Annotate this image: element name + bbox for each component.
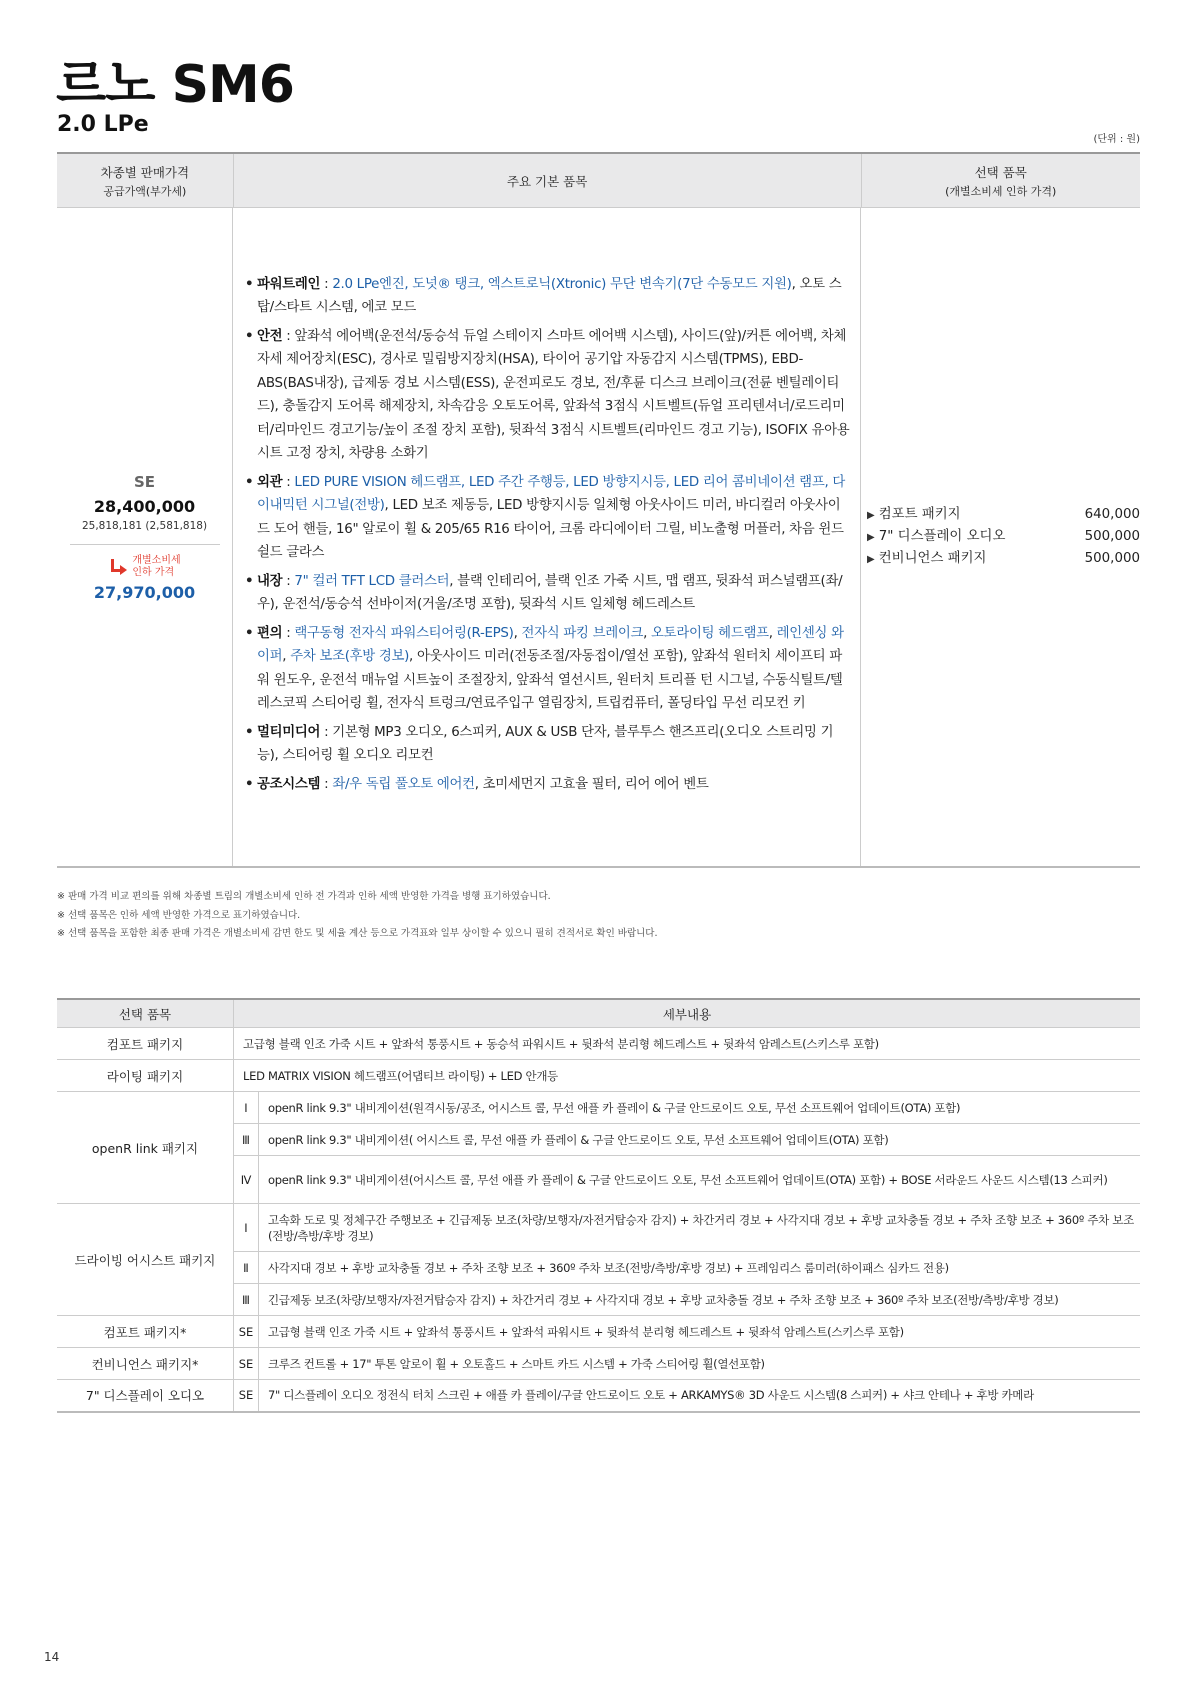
header-price-cell	[57, 154, 234, 207]
feature-text	[257, 471, 850, 565]
option-item	[867, 526, 1140, 548]
table-row	[57, 1028, 1140, 1060]
bullet-icon: •	[245, 724, 254, 740]
feature-segment: 랙구동형 전자식 파워스티어링(R-EPS)	[294, 625, 514, 641]
feature-category: 편의	[257, 625, 283, 641]
header-options-label: 선택 품목	[974, 164, 1027, 180]
feature-segment: LED PURE VISION 헤드램프, LED 주간 주행등, LED 방향지시등, LED 리어 콤비네이션 램프, 다이내믹턴 시그널(전방)	[257, 474, 845, 514]
feature-item	[245, 570, 850, 617]
option-level: SE	[234, 1316, 259, 1348]
price-table-header	[57, 154, 1140, 208]
header-price-sublabel: 공급가액(부가세)	[103, 184, 187, 198]
footnote: ※ 선택 품목은 인하 세액 반영한 가격으로 표기하였습니다.	[57, 909, 301, 921]
bullet-icon: •	[245, 573, 254, 589]
feature-segment: , 오토 스탑/스타트 시스템, 에코 모드	[257, 276, 842, 316]
option-price: 500,000	[1084, 529, 1140, 544]
option-name: 라이팅 패키지	[57, 1060, 234, 1092]
feature-item	[245, 773, 850, 797]
option-name: 컨비니언스 패키지	[878, 551, 987, 566]
detail-header-row	[57, 999, 1140, 1028]
option-list	[861, 208, 1140, 866]
option-desc: 고속화 도로 및 정체구간 주행보조 + 긴급제동 보조(차량/보행자/자전거탑승자 감지) + 차간거리 경보 + 사각지대 경보 + 후방 교차충돌 경보 + 주차 조향 보조 + 360º 주차 보조(전방/측방/후방 경보)	[259, 1204, 1141, 1252]
option-desc: 사각지대 경보 + 후방 교차충돌 경보 + 주차 조향 보조 + 360º 주차 보조(전방/측방/후방 경보) + 프레임리스 룸미러(하이패스 심카드 전용)	[259, 1252, 1141, 1284]
footnote: ※ 선택 품목을 포함한 최종 판매 가격은 개별소비세 감면 한도 및 세율 계산 등으로 가격표와 일부 상이할 수 있으니 필히 견적서로 확인 바랍니다.	[57, 928, 658, 939]
table-row	[57, 1204, 1140, 1252]
feature-item	[245, 273, 850, 320]
feature-item	[245, 325, 850, 466]
detail-header-desc: 세부내용	[234, 999, 1141, 1028]
feature-segment: 7" 컬러 TFT LCD 클러스터	[294, 573, 450, 589]
feature-segment: 전자식 파킹 브레이크	[521, 625, 644, 641]
header-options-cell	[862, 154, 1140, 207]
feature-segment: 주차 보조(후방 경보)	[290, 649, 410, 665]
arrow-icon	[108, 559, 126, 575]
option-name: 컨비니언스 패키지*	[57, 1348, 234, 1380]
feature-segment: 레인센싱 와이퍼	[257, 625, 844, 665]
feature-segment: , 아웃사이드 미러(전동조절/자동접이/열선 포함), 앞좌석 원터치 세이프티 파워 윈도우, 운전석 매뉴얼 시트높이 조절장치, 앞좌석 열선시트, 원터치 트리플 턴 시그널, 수동식틸트/텔레스코픽 스티어링 휠, 전자식 트렁크/연료주입구 열림장치, 트립컴퓨터, 폴딩타입 무선 리모컨 키	[257, 649, 843, 712]
feature-segment: , LED 보조 제동등, LED 방향지시등 일체형 아웃사이드 미러, 바디컬러 아웃사이드 도어 핸들, 16" 알로이 휠 & 205/65 R16 타이어, 크롬 라디에이터 그릴, 비노출형 머플러, 차음 윈드 쉴드 글라스	[257, 498, 844, 561]
feature-segment: :	[282, 625, 295, 641]
table-row	[57, 1060, 1140, 1092]
reduced-label-line1: 개별소비세	[132, 554, 181, 566]
bullet-icon: •	[245, 328, 254, 344]
table-row	[57, 1380, 1140, 1412]
option-price: 500,000	[1084, 551, 1140, 566]
option-level: Ⅰ	[234, 1204, 259, 1252]
feature-segment: , 초미세먼지 고효율 필터, 리어 에어 벤트	[474, 776, 709, 792]
option-desc: 7" 디스플레이 오디오 정전식 터치 스크린 + 애플 카 플레이/구글 안드로이드 오토 + ARKAMYS® 3D 사운드 시스템(8 스피커) + 샤크 안테나 + 후방 카메라	[259, 1380, 1141, 1412]
page-number: 14	[44, 1650, 60, 1664]
option-desc: 고급형 블랙 인조 가죽 시트 + 앞좌석 통풍시트 + 앞좌석 파워시트 + 뒷좌석 분리형 헤드레스트 + 뒷좌석 암레스트(스키스루 포함)	[259, 1316, 1141, 1348]
feature-text	[257, 721, 850, 768]
feature-segment: :	[320, 276, 333, 292]
option-name: 7" 디스플레이 오디오	[57, 1380, 234, 1412]
option-name: openR link 패키지	[57, 1092, 234, 1204]
detail-header-item: 선택 품목	[57, 999, 234, 1028]
feature-category: 외관	[257, 474, 283, 490]
bullet-icon: •	[245, 474, 254, 490]
feature-category: 멀티미디어	[257, 724, 321, 740]
trim-name: SE	[133, 472, 156, 491]
feature-list	[233, 208, 861, 866]
feature-segment: :	[282, 474, 295, 490]
feature-text	[257, 273, 850, 320]
page-title: 르노 SM6	[56, 55, 294, 115]
reduced-label-line2: 인하 가격	[132, 566, 175, 578]
price-value: 28,400,000	[93, 496, 196, 516]
price-divider	[70, 544, 220, 545]
header-price-label: 차종별 판매가격	[100, 164, 190, 180]
bullet-icon: •	[245, 625, 254, 641]
feature-segment: ,	[768, 625, 777, 641]
option-desc: openR link 9.3" 내비게이션( 어시스트 콜, 무선 애플 카 플레이 & 구글 안드로이드 오토, 무선 소프트웨어 업데이트(OTA) 포함)	[259, 1124, 1141, 1156]
feature-segment: ,	[643, 625, 652, 641]
option-desc: openR link 9.3" 내비게이션(원격시동/공조, 어시스트 콜, 무선 애플 카 플레이 & 구글 안드로이드 오토, 무선 소프트웨어 업데이트(OTA) 포함)	[259, 1092, 1141, 1124]
option-name: 컴포트 패키지	[57, 1028, 234, 1060]
feature-segment: ,	[282, 649, 291, 665]
option-detail-table	[57, 998, 1140, 1413]
triangle-right-icon: ▶	[867, 510, 875, 521]
feature-text	[257, 773, 709, 797]
table-row	[57, 1348, 1140, 1380]
option-name: 7" 디스플레이 오디오	[878, 529, 1006, 544]
feature-category: 안전	[257, 328, 283, 344]
table-row	[57, 1316, 1140, 1348]
table-row	[57, 1092, 1140, 1124]
price-table-body	[57, 208, 1140, 866]
option-level: SE	[234, 1380, 259, 1412]
header-features-label: 주요 기본 품목	[506, 173, 588, 189]
feature-category: 공조시스템	[257, 776, 321, 792]
option-desc: 고급형 블랙 인조 가죽 시트 + 앞좌석 통풍시트 + 동승석 파워시트 + 뒷좌석 분리형 헤드레스트 + 뒷좌석 암레스트(스키스루 포함)	[234, 1028, 1141, 1060]
option-name-wrap	[867, 504, 961, 526]
option-name: 드라이빙 어시스트 패키지	[57, 1204, 234, 1316]
option-name-wrap	[867, 548, 986, 570]
feature-segment: , 블랙 인테리어, 블랙 인조 가죽 시트, 맵 램프, 뒷좌석 퍼스널램프(좌/우), 운전석/동승석 선바이저(거울/조명 포함), 뒷좌석 시트 일체형 헤드레스트	[257, 573, 843, 613]
footnotes	[57, 888, 658, 944]
unit-label: (단위 : 원)	[1093, 134, 1140, 145]
header-options-sublabel: (개별소비세 인하 가격)	[945, 184, 1057, 198]
header-features-cell	[234, 154, 862, 207]
feature-text	[257, 622, 850, 716]
price-breakdown: 25,818,181 (2,581,818)	[81, 519, 208, 532]
bullet-icon: •	[245, 276, 254, 292]
option-level: Ⅲ	[234, 1284, 259, 1316]
option-item	[867, 548, 1140, 570]
feature-text	[257, 325, 850, 466]
option-desc: openR link 9.3" 내비게이션(어시스트 콜, 무선 애플 카 플레이 & 구글 안드로이드 오토, 무선 소프트웨어 업데이트(OTA) 포함) + BOSE 서라운드 사운드 시스템(13 스피커)	[259, 1156, 1141, 1204]
bullet-icon: •	[245, 776, 254, 792]
option-name-wrap	[867, 526, 1005, 548]
feature-segment: 좌/우 독립 풀오토 에어컨	[332, 776, 475, 792]
feature-segment: : 기본형 MP3 오디오, 6스피커, AUX & USB 단자, 블루투스 핸즈프리(오디오 스트리밍 기능), 스티어링 휠 오디오 리모컨	[257, 724, 834, 764]
feature-segment: 오토라이팅 헤드램프	[651, 625, 769, 641]
feature-text	[257, 570, 850, 617]
feature-segment: :	[282, 573, 295, 589]
feature-item	[245, 622, 850, 716]
feature-category: 내장	[257, 573, 283, 589]
feature-segment: ,	[513, 625, 522, 641]
price-table	[57, 152, 1140, 868]
option-level: Ⅱ	[234, 1252, 259, 1284]
engine-subtitle: 2.0 LPe	[57, 112, 149, 137]
feature-category: 파워트레인	[257, 276, 321, 292]
option-item	[867, 504, 1140, 526]
triangle-right-icon: ▶	[867, 554, 875, 565]
feature-item	[245, 471, 850, 565]
option-level: Ⅳ	[234, 1156, 259, 1204]
option-name: 컴포트 패키지	[878, 507, 961, 522]
footnote: ※ 판매 가격 비교 편의를 위해 차종별 트림의 개별소비세 인하 전 가격과 인하 세액 반영한 가격을 병행 표기하였습니다.	[57, 891, 551, 902]
price-column	[57, 208, 233, 866]
option-desc: 긴급제동 보조(차량/보행자/자전거탑승자 감지) + 차간거리 경보 + 사각지대 경보 + 후방 교차충돌 경보 + 주차 조향 보조 + 360º 주차 보조(전방/측방/후방 경보)	[259, 1284, 1141, 1316]
reduced-price-value: 27,970,000	[93, 582, 196, 602]
feature-segment: 2.0 LPe엔진, 도넛® 탱크, 엑스트로닉(Xtronic) 무단 변속기(7단 수동모드 지원)	[332, 276, 792, 292]
option-price: 640,000	[1084, 507, 1140, 522]
feature-item	[245, 721, 850, 768]
feature-segment: :	[320, 776, 333, 792]
option-desc: 크루즈 컨트롤 + 17" 투톤 알로이 휠 + 오토홀드 + 스마트 카드 시스템 + 가죽 스티어링 휠(열선포함)	[259, 1348, 1141, 1380]
reduced-price-label	[108, 555, 180, 579]
option-desc: LED MATRIX VISION 헤드램프(어댑티브 라이팅) + LED 안개등	[234, 1060, 1141, 1092]
feature-segment: : 앞좌석 에어백(운전석/동승석 듀얼 스테이지 스마트 에어백 시스템), 사이드(앞)/커튼 에어백, 차체자세 제어장치(ESC), 경사로 밀림방지장치(HSA), 타이어 공기압 자동감지 시스템(TPMS), EBD-ABS(BAS내장), 급제동 경보 시스템(ESS), 운전피로도 경보, 전/후륜 디스크 브레이크(전륜 벤틸레이티드), 충돌감지 도어록 해제장치, 차속감응 오토도어록, 앞좌석 3점식 시트벨트(듀얼 프리텐셔너/로드리미터/리마인드 경고기능/높이 조절 장치 포함), 뒷좌석 3점식 시트벨트(리마인드 경고 기능), ISOFIX 유아용 시트 고정 장치, 차량용 소화기	[257, 328, 850, 462]
triangle-right-icon: ▶	[867, 532, 875, 543]
option-level: SE	[234, 1348, 259, 1380]
option-level: Ⅲ	[234, 1124, 259, 1156]
option-level: Ⅰ	[234, 1092, 259, 1124]
option-name: 컴포트 패키지*	[57, 1316, 234, 1348]
